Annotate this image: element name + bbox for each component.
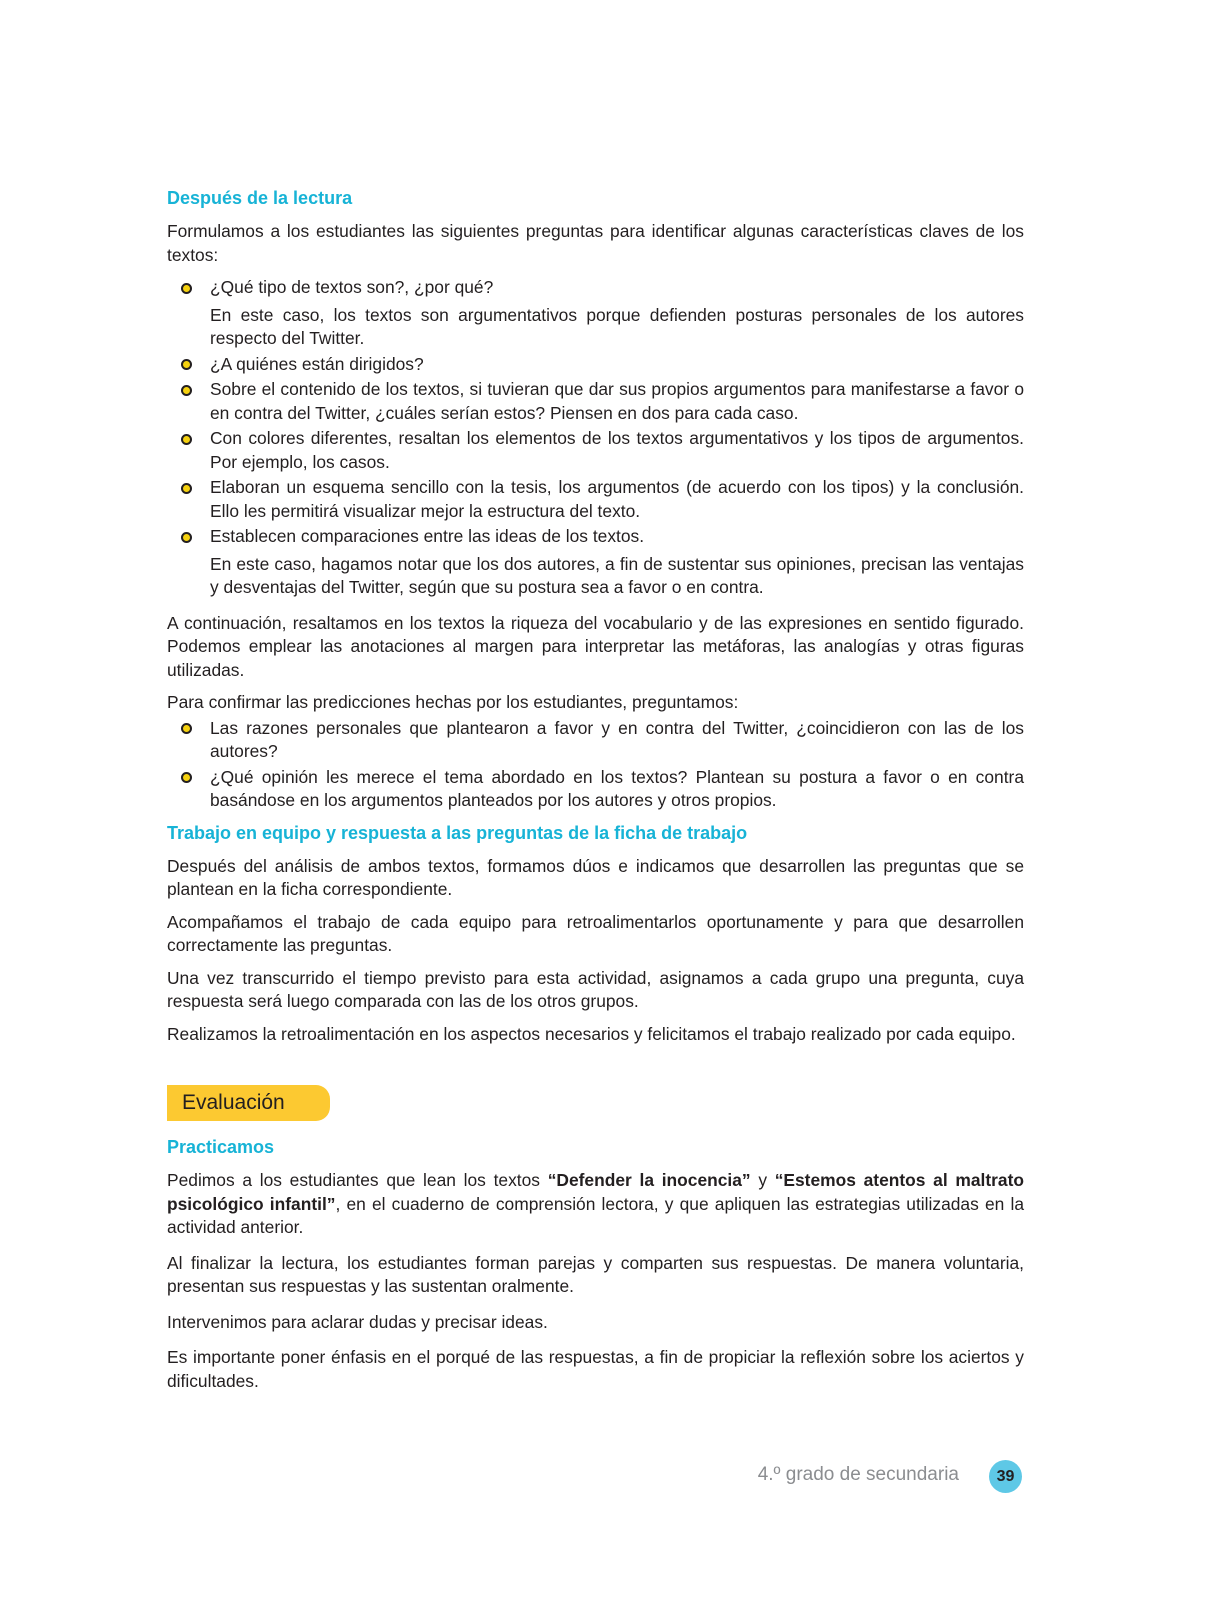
teamwork-paragraph: Acompañamos el trabajo de cada equipo para retroalimentarlos oportunamente y para que desarrollen correctamente las preguntas. bbox=[167, 911, 1024, 955]
confirm-paragraph: Para confirmar las predicciones hechas por los estudiantes, preguntamos: bbox=[167, 692, 739, 712]
intro-paragraph: Formulamos a los estudiantes las siguientes preguntas para identificar algunas características claves de los textos: bbox=[167, 221, 1024, 265]
practice-paragraph: Es importante poner énfasis en el porqué de las respuestas, a fin de propiciar la reflexión sobre los aciertos y dificultades. bbox=[167, 1347, 1024, 1391]
bullet-icon bbox=[181, 772, 192, 783]
vocabulary-paragraph: A continuación, resaltamos en los textos la riqueza del vocabulario y de las expresiones en sentido figurado. Podemos emplear las anotaciones al margen para interpretar las metáforas, las analogías y otras figuras utilizadas. bbox=[167, 612, 1024, 680]
list-item: ¿A quiénes están dirigidos? bbox=[167, 353, 1024, 377]
section-heading-teamwork: Trabajo en equipo y respuesta a las preguntas de la ficha de trabajo bbox=[167, 822, 748, 843]
bullet-icon bbox=[181, 434, 192, 445]
bullet-icon bbox=[181, 532, 192, 543]
teamwork-paragraph: Después del análisis de ambos textos, formamos dúos e indicamos que desarrollen las preguntas que se plantean en la ficha correspondiente. bbox=[167, 855, 1024, 899]
practice-paragraph: Intervenimos para aclarar dudas y precisar ideas. bbox=[167, 1311, 548, 1332]
text-title-2: “Estemos atentos al maltrato psicológico infantil” bbox=[167, 1170, 1024, 1214]
list-item: Con colores diferentes, resaltan los elementos de los textos argumentativos y los tipos de argumentos. Por ejemplo, los casos. bbox=[167, 427, 1024, 474]
list-item: Sobre el contenido de los textos, si tuvieran que dar sus propios argumentos para manifestarse a favor o en contra del Twitter, ¿cuáles serían estos? Piensen en dos para cada caso. bbox=[167, 378, 1024, 425]
page-footer bbox=[0, 1460, 1022, 1494]
bullet-icon bbox=[181, 723, 192, 734]
page-number-badge: 39 bbox=[989, 1460, 1022, 1493]
section-heading-after-reading: Después de la lectura bbox=[167, 188, 353, 208]
page-content bbox=[167, 186, 1024, 1402]
bullet-icon bbox=[181, 359, 192, 370]
confirm-list bbox=[167, 717, 1024, 813]
teamwork-paragraph: Una vez transcurrido el tiempo previsto para esta actividad, asignamos a cada grupo una pregunta, cuya respuesta será luego comparada con las de los otros grupos. bbox=[167, 967, 1024, 1011]
list-item: Las razones personales que plantearon a favor y en contra del Twitter, ¿coincidieron con las de los autores? bbox=[167, 717, 1024, 764]
list-item: ¿Qué tipo de textos son?, ¿por qué? En este caso, los textos son argumentativos porque defienden posturas personales de los autores respecto del Twitter. bbox=[167, 276, 1024, 351]
practice-paragraph: Al finalizar la lectura, los estudiantes forman parejas y comparten sus respuestas. De manera voluntaria, presentan sus respuestas y las sustentan oralmente. bbox=[167, 1252, 1024, 1296]
evaluation-badge: Evaluación bbox=[167, 1085, 330, 1121]
bullet-icon bbox=[181, 483, 192, 494]
text-title-1: “Defender la inocencia” bbox=[547, 1170, 751, 1190]
list-item-explanation: En este caso, los textos son argumentativos porque defienden posturas personales de los autores respecto del Twitter. bbox=[210, 304, 1024, 348]
bullet-icon bbox=[181, 385, 192, 396]
list-item: Elaboran un esquema sencillo con la tesis, los argumentos (de acuerdo con los tipos) y la conclusión. Ello les permitirá visualizar mejor la estructura del texto. bbox=[167, 476, 1024, 523]
bullet-icon bbox=[181, 283, 192, 294]
list-item-explanation: En este caso, hagamos notar que los dos autores, a fin de sustentar sus opiniones, precisan las ventajas y desventajas del Twitter, según que su postura sea a favor o en contra. bbox=[210, 553, 1024, 597]
practice-paragraph: Pedimos a los estudiantes que lean los textos “Defender la inocencia” y “Estemos atentos al maltrato psicológico infantil”, en el cuaderno de comprensión lectora, y que apliquen las estrategias utilizadas en la actividad anterior. bbox=[167, 1170, 1024, 1237]
grade-label: 4.º grado de secundaria bbox=[757, 1464, 959, 1485]
list-item: ¿Qué opinión les merece el tema abordado en los textos? Plantean su postura a favor o en contra basándose en los argumentos planteados por los autores y otros propios. bbox=[167, 766, 1024, 813]
section-heading-practice: Practicamos bbox=[167, 1137, 275, 1157]
list-item: Establecen comparaciones entre las ideas de los textos. En este caso, hagamos notar que los dos autores, a fin de sustentar sus opiniones, precisan las ventajas y desventajas del Twitter, según que su postura sea a favor o en contra. bbox=[167, 525, 1024, 600]
teamwork-paragraph: Realizamos la retroalimentación en los aspectos necesarios y felicitamos el trabajo realizado por cada equipo. bbox=[167, 1023, 1016, 1044]
question-list bbox=[167, 276, 1024, 600]
